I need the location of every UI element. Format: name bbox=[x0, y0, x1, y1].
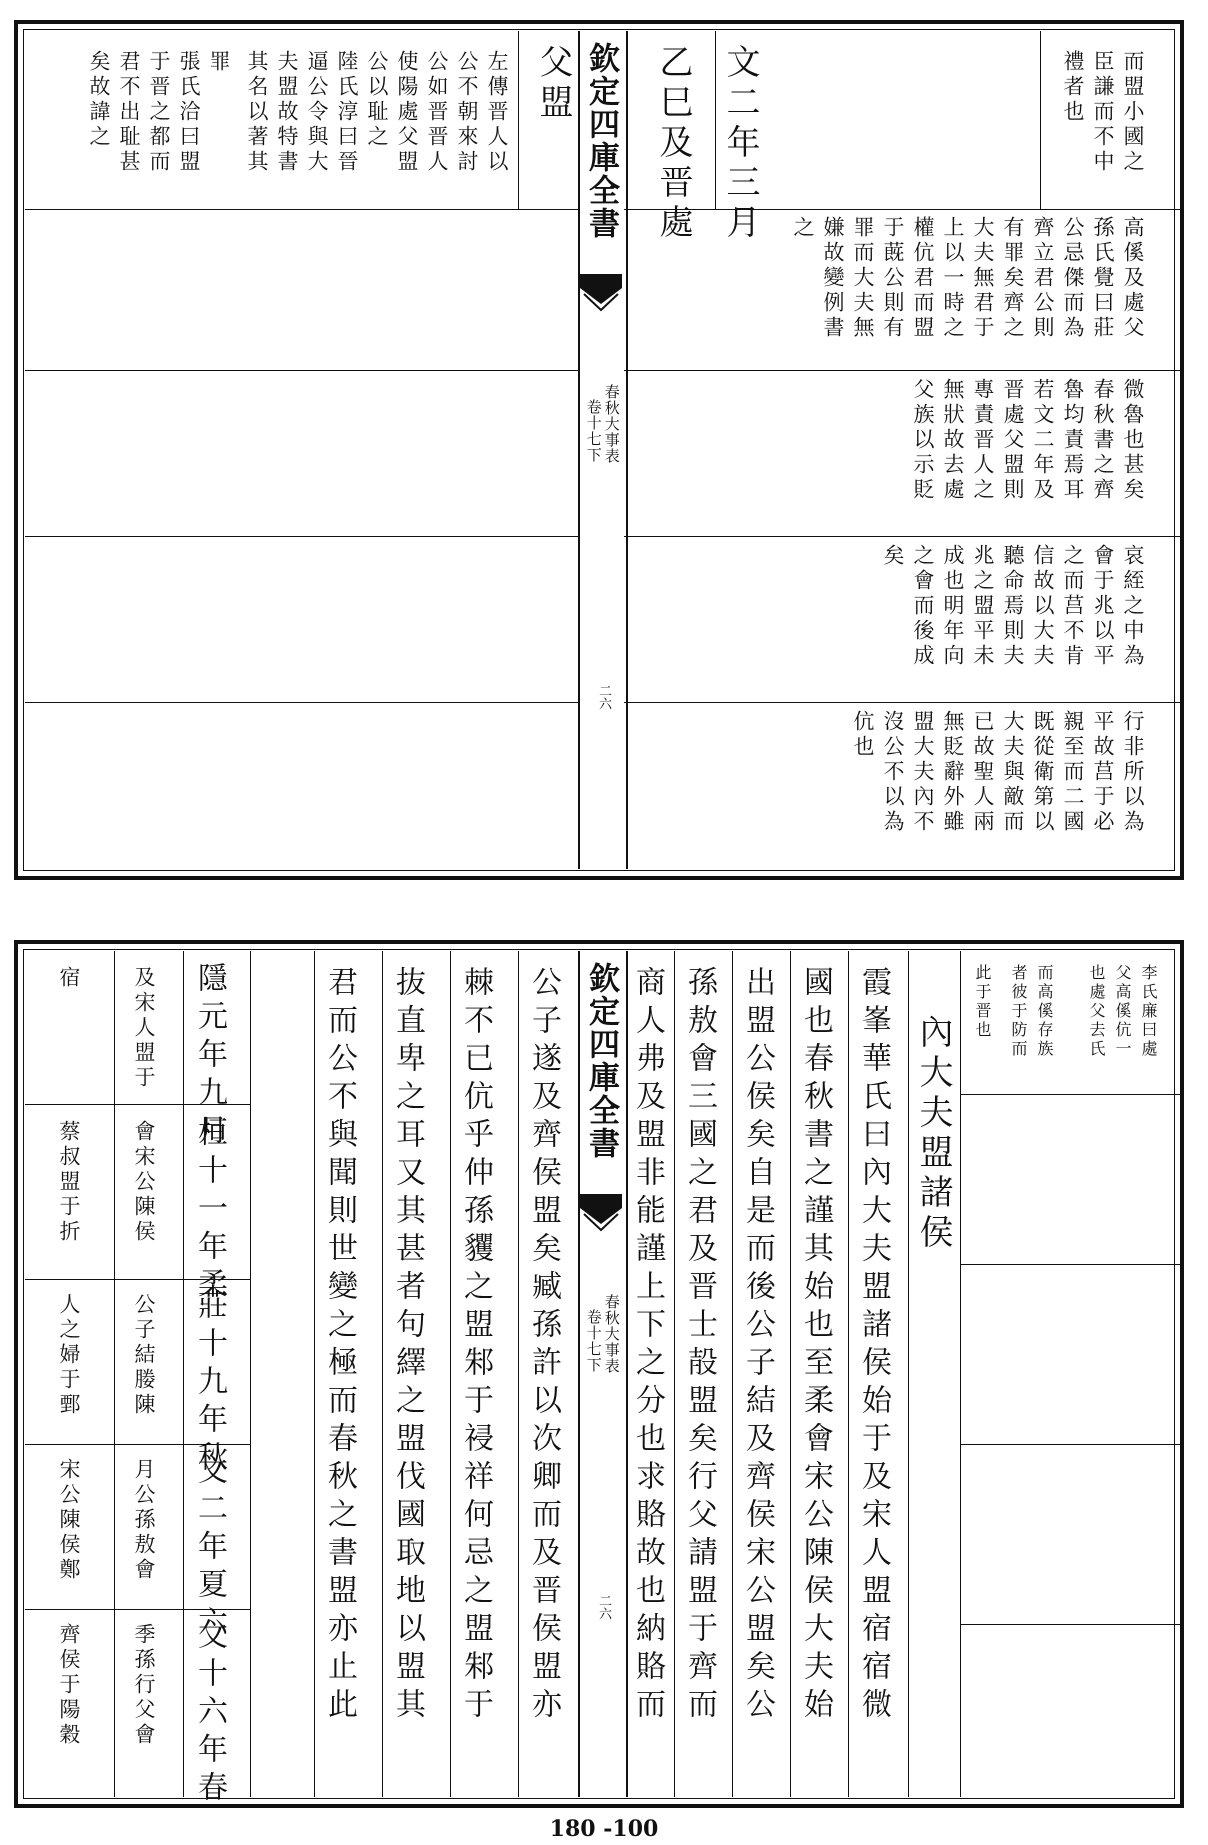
bottom-note-col-5: 者彼于防而 bbox=[1009, 964, 1028, 1059]
bottom-heading: 內大夫盟諸侯 bbox=[913, 1014, 953, 1254]
top-commentary-col-11: 張氏洽曰盟 bbox=[177, 50, 201, 175]
top-band5-col-5: 大夫與敵而 bbox=[1001, 710, 1025, 835]
top-commentary-col-9: 其名以著其 bbox=[245, 50, 269, 175]
bottom-table-row2-4: 宋公陳侯鄭 bbox=[57, 1458, 81, 1583]
top-commentary-col-3: 公如晋晋人 bbox=[425, 50, 449, 175]
top-right-note-col-3: 禮者也 bbox=[1061, 50, 1085, 125]
top-band2-col-7: 上以一時之 bbox=[941, 216, 965, 341]
bottom-note-col-4: 而高傒存族 bbox=[1035, 964, 1054, 1059]
bottom-spine-volume: 卷十七下 bbox=[584, 1309, 603, 1373]
bottom-table-row2-5: 齊侯于陽穀 bbox=[57, 1623, 81, 1748]
top-band3-col-5: 晋處父盟則 bbox=[1001, 378, 1025, 503]
bottom-spine-book-title: 春秋大事表 bbox=[602, 1294, 621, 1374]
page-number: 180 -100 bbox=[549, 1816, 659, 1842]
top-commentary-col-14: 矣故諱之 bbox=[87, 50, 111, 150]
top-band4-col-2: 會于兆以平 bbox=[1091, 544, 1115, 669]
top-spine-title: 欽定四庫全書 bbox=[583, 42, 619, 240]
top-band4-col-1: 哀絰之中為 bbox=[1121, 544, 1145, 669]
top-band2-col-4: 齊立君公則 bbox=[1031, 216, 1055, 341]
bottom-fishtail-ornament bbox=[580, 1194, 622, 1234]
top-band2-col-12: 之 bbox=[791, 216, 815, 241]
top-commentary-col-10: 罪 bbox=[207, 50, 231, 75]
bottom-table-row2-1: 宿 bbox=[57, 966, 81, 991]
bottom-text-col-2: 國也春秋書之謹其始也至柔會宋公陳侯大夫始 bbox=[798, 966, 833, 1726]
top-right-note-col-1: 而盟小國之 bbox=[1121, 50, 1145, 175]
bottom-table-row1-4: 月公孫敖會 bbox=[132, 1458, 156, 1583]
bottom-table-header-1: 隱元年九月 bbox=[192, 962, 227, 1152]
top-fishtail-ornament bbox=[580, 274, 622, 314]
top-band2-col-1: 高傒及處父 bbox=[1121, 216, 1145, 341]
bottom-note-col-2: 父高傒伉一 bbox=[1113, 964, 1132, 1059]
bottom-text-col-8: 抜直卑之耳又其甚者句繹之盟伐國取地以盟其 bbox=[390, 966, 425, 1726]
top-band5-col-4: 既從衛第以 bbox=[1031, 710, 1055, 835]
top-band5-col-10: 伉也 bbox=[851, 710, 875, 760]
top-band5-col-3: 親至而二國 bbox=[1061, 710, 1085, 835]
top-band2-col-3: 公忌傑而為 bbox=[1061, 216, 1085, 341]
top-band2-col-6: 大夫無君于 bbox=[971, 216, 995, 341]
top-band4-col-8: 之會而後成 bbox=[911, 544, 935, 669]
top-band4-col-4: 信故以大夫 bbox=[1031, 544, 1055, 669]
top-band5-col-8: 盟大夫內不 bbox=[911, 710, 935, 835]
top-band2-col-10: 罪而大夫無 bbox=[851, 216, 875, 341]
bottom-table-row1-3: 公子結媵陳 bbox=[132, 1293, 156, 1418]
top-band3-col-7: 無狀故去處 bbox=[941, 378, 965, 503]
top-commentary-col-8: 夫盟故特書 bbox=[275, 50, 299, 175]
top-band4-col-5: 聽命焉則夫 bbox=[1001, 544, 1025, 669]
top-commentary-col-13: 君不出耻甚 bbox=[117, 50, 141, 175]
bottom-table-header-3: 莊十九年秋 bbox=[192, 1289, 227, 1479]
bottom-text-col-7: 棘不已伉乎仲孫貜之盟邾于祲祥何忌之盟邾于 bbox=[458, 966, 493, 1726]
top-band5-col-9: 沒公不以為 bbox=[881, 710, 905, 835]
bottom-table-row1-1: 及宋人盟于 bbox=[132, 966, 156, 1091]
bottom-spine-folio: 二六 bbox=[596, 1594, 611, 1620]
top-band3-col-2: 春秋書之齊 bbox=[1091, 378, 1115, 503]
top-band5-col-7: 無貶辭外雖 bbox=[941, 710, 965, 835]
top-entry-event: 乙巳及晋處 bbox=[653, 44, 693, 244]
top-spine-folio: 二六 bbox=[596, 684, 611, 710]
top-spine-book-title: 春秋大事表 bbox=[602, 384, 621, 464]
top-band5-col-1: 行非所以為 bbox=[1121, 710, 1145, 835]
top-commentary-col-4: 使陽處父盟 bbox=[395, 50, 419, 175]
bottom-note-col-6: 此于晋也 bbox=[973, 964, 992, 1040]
top-band2-col-11: 嫌故變例書 bbox=[821, 216, 845, 341]
top-band2-col-8: 權伉君而盟 bbox=[911, 216, 935, 341]
top-commentary-col-6: 陸氏淳曰晉 bbox=[335, 50, 359, 175]
bottom-table-header-2: 桓十一年柔 bbox=[192, 1116, 227, 1306]
bottom-note-col-3: 也處父去氏 bbox=[1087, 964, 1106, 1059]
bottom-text-col-5: 商人弗及盟非能謹上下之分也求賂故也納賂而 bbox=[630, 966, 665, 1726]
top-band4-col-3: 之而莒不肯 bbox=[1061, 544, 1085, 669]
bottom-page bbox=[14, 940, 1184, 1808]
top-commentary-col-7: 逼公令與大 bbox=[305, 50, 329, 175]
bottom-text-col-9: 君而公不與聞則世變之極而春秋之書盟亦止此 bbox=[322, 966, 357, 1726]
top-spine-volume: 卷十七下 bbox=[584, 399, 603, 463]
top-right-note-col-2: 臣謙而不中 bbox=[1091, 50, 1115, 175]
bottom-table-header-5: 文十六年春 bbox=[192, 1619, 227, 1809]
top-commentary-col-2: 公不朝來討 bbox=[455, 50, 479, 175]
top-commentary-col-5: 公以耻之 bbox=[365, 50, 389, 150]
top-band4-col-7: 成也明年向 bbox=[941, 544, 965, 669]
bottom-note-col-1: 李氏廉曰處 bbox=[1139, 964, 1158, 1059]
bottom-text-col-4: 孫敖會三國之君及晋士㱿盟矣行父請盟于齊而 bbox=[682, 966, 717, 1726]
top-band2-col-9: 于蔇公則有 bbox=[881, 216, 905, 341]
bottom-text-col-6: 公子遂及齊侯盟矣臧孫許以次卿而及晋侯盟亦 bbox=[526, 966, 561, 1726]
bottom-text-col-3: 出盟公侯矣自是而後公子結及齊侯宋公盟矣公 bbox=[740, 966, 775, 1726]
bottom-table-row1-5: 季孫行父會 bbox=[132, 1623, 156, 1748]
bottom-table-row2-3: 人之婦于鄄 bbox=[57, 1293, 81, 1418]
top-band2-col-2: 孫氏覺曰莊 bbox=[1091, 216, 1115, 341]
top-band3-col-3: 魯均責焉耳 bbox=[1061, 378, 1085, 503]
bottom-spine-title: 欽定四庫全書 bbox=[583, 962, 619, 1160]
bottom-table-row2-2: 蔡叔盟于折 bbox=[57, 1120, 81, 1245]
bottom-table-row1-2: 會宋公陳侯 bbox=[132, 1120, 156, 1245]
top-band3-col-8: 父族以示貶 bbox=[911, 378, 935, 503]
top-band5-col-6: 已故聖人兩 bbox=[971, 710, 995, 835]
top-band4-col-6: 兆之盟平未 bbox=[971, 544, 995, 669]
top-commentary-col-12: 于晋之都而 bbox=[147, 50, 171, 175]
top-page bbox=[14, 20, 1184, 880]
top-band3-col-6: 專責晋人之 bbox=[971, 378, 995, 503]
top-heading: 父盟 bbox=[533, 44, 573, 124]
bottom-table-header-4: 文二年夏六 bbox=[192, 1454, 227, 1644]
top-band2-col-5: 有罪矣齊之 bbox=[1001, 216, 1025, 341]
top-entry-date: 文二年三月 bbox=[720, 44, 760, 244]
top-band3-col-1: 微魯也甚矣 bbox=[1121, 378, 1145, 503]
top-band3-col-4: 若文二年及 bbox=[1031, 378, 1055, 503]
bottom-text-col-1: 霞峯華氏曰內大夫盟諸侯始于及宋人盟宿宿微 bbox=[856, 966, 891, 1726]
top-band5-col-2: 平故莒于必 bbox=[1091, 710, 1115, 835]
top-commentary-col-1: 左傳晋人以 bbox=[485, 50, 509, 175]
top-band4-col-9: 矣 bbox=[881, 544, 905, 569]
